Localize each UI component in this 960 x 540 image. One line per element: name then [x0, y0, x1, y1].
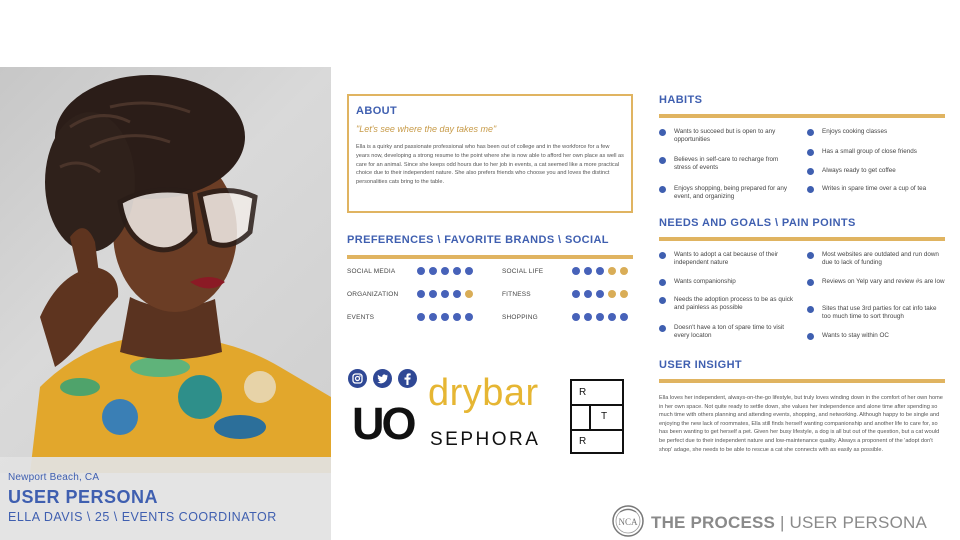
pref-label: ORGANIZATION — [347, 290, 399, 298]
insight-heading: USER INSIGHT — [659, 359, 743, 371]
bullet-icon — [807, 186, 814, 193]
sephora-logo: SEPHORA — [430, 429, 541, 450]
list-item — [659, 251, 794, 268]
persona-illustration — [0, 67, 331, 473]
list-item — [659, 185, 794, 202]
pref-label: FITNESS — [502, 290, 531, 298]
rating-dot-filled — [465, 267, 473, 275]
insight-body: Ella loves her independent, always-on-the-go lifestyle, but truly loves winding down in the comfort of her own home in her own space. Not quite ready to settle down, she values her independence and alone time after spending so much time with others planning and attending events, shopping, and networking. Although happy to be single and enjoying the new lack of roommates, Ella still finds herself wanting companionship and another life to care for, so has been wanting to get herself a pet. Given her busy lifestyle, a dog is all but out of the question, but a cat would be perfect due to their independent nature and low-maintenance quality. Always a proponent of the 'adopt don't shop' adage, she needs to be able to rescue a cat she connects with as easily as possible. — [659, 395, 943, 453]
habit-text: Writes in spare time over a cup of tea — [822, 185, 927, 192]
rating-dot-filled — [584, 267, 592, 275]
rating-dot-empty — [620, 267, 628, 275]
rating-dot-filled — [441, 290, 449, 298]
pref-label: SHOPPING — [502, 313, 538, 321]
list-item — [659, 156, 794, 173]
rating-dot-filled — [441, 267, 449, 275]
needs-list — [659, 250, 945, 358]
about-box — [347, 94, 633, 213]
bullet-icon — [659, 129, 666, 136]
bullet-icon — [807, 279, 814, 286]
needs-divider — [659, 237, 945, 241]
preferences-heading: PREFERENCES \ FAVORITE BRANDS \ SOCIAL — [347, 234, 609, 246]
pref-label: SOCIAL MEDIA — [347, 267, 396, 275]
rating-dot-filled — [620, 313, 628, 321]
rtr-letter: R — [579, 387, 587, 398]
rtr-letter: R — [579, 436, 587, 447]
rating-dot-filled — [429, 267, 437, 275]
need-text: Wants to adopt a cat because of their independent nature — [674, 251, 779, 267]
list-item — [807, 305, 945, 322]
list-item — [807, 148, 945, 156]
preferences-divider — [347, 255, 633, 259]
habits-divider — [659, 114, 945, 118]
rating-dot-empty — [608, 290, 616, 298]
list-item — [659, 324, 794, 341]
need-text: Reviews on Yelp vary and review #s are low — [822, 278, 945, 285]
nca-logo-icon — [611, 504, 645, 538]
rent-the-runway-logo — [570, 379, 624, 454]
pref-rating — [417, 313, 477, 321]
rating-dot-filled — [417, 267, 425, 275]
rating-dot-filled — [453, 313, 461, 321]
bullet-icon — [659, 297, 666, 304]
facebook-icon[interactable] — [398, 369, 417, 388]
pref-label: EVENTS — [347, 313, 375, 321]
list-item — [807, 167, 945, 175]
habit-text: Always ready to get coffee — [822, 167, 896, 174]
rating-dot-filled — [417, 290, 425, 298]
bullet-icon — [659, 157, 666, 164]
pref-row-social-media — [347, 267, 477, 275]
rating-dot-empty — [608, 267, 616, 275]
about-quote: "Let's see where the day takes me" — [356, 124, 497, 134]
pref-rating — [417, 267, 477, 275]
bullet-icon — [659, 279, 666, 286]
habit-text: Enjoys shopping, being prepared for any event, and organizing — [674, 185, 788, 201]
need-text: Wants companionship — [674, 278, 736, 285]
footer-title-rest: | USER PERSONA — [775, 513, 928, 532]
list-item — [807, 128, 945, 136]
pref-row-fitness — [502, 290, 632, 298]
rating-dot-filled — [429, 313, 437, 321]
need-text: Most websites are outdated and run down due to lack of funding — [822, 251, 939, 267]
twitter-icon[interactable] — [373, 369, 392, 388]
rating-dot-filled — [441, 313, 449, 321]
need-text: Doesn't have a ton of spare time to visit every locaton — [674, 324, 785, 340]
nca-logo-text: NCA — [618, 517, 638, 527]
urban-outfitters-logo: UO — [352, 398, 414, 449]
rtr-letter: T — [601, 411, 608, 422]
persona-caption — [0, 457, 331, 540]
habit-text: Wants to succeed but is open to any opportunities — [674, 128, 776, 144]
rating-dot-filled — [572, 267, 580, 275]
rating-dot-empty — [620, 290, 628, 298]
social-icons — [348, 369, 423, 388]
persona-photo — [0, 67, 331, 524]
pref-label: SOCIAL LIFE — [502, 267, 544, 275]
rating-dot-filled — [453, 267, 461, 275]
insight-section — [659, 359, 945, 454]
list-item — [807, 251, 945, 268]
rating-dot-filled — [608, 313, 616, 321]
pref-row-social-life — [502, 267, 632, 275]
list-item — [659, 128, 794, 145]
bullet-icon — [807, 306, 814, 313]
pref-row-organization — [347, 290, 477, 298]
need-text: Wants to stay within OC — [822, 332, 889, 339]
needs-section — [659, 217, 945, 358]
rating-dot-filled — [596, 290, 604, 298]
bullet-icon — [807, 129, 814, 136]
habits-heading: HABITS — [659, 94, 703, 106]
rating-dot-empty — [465, 290, 473, 298]
footer-title-bold: THE PROCESS — [651, 513, 776, 532]
need-text: Needs the adoption process to be as quick and painless as possible — [674, 296, 794, 312]
needs-heading: NEEDS AND GOALS \ PAIN POINTS — [659, 217, 856, 229]
persona-title: USER PERSONA — [8, 487, 159, 507]
list-item — [659, 296, 794, 313]
rating-dot-filled — [584, 313, 592, 321]
insight-divider — [659, 379, 945, 383]
habits-list — [659, 127, 945, 217]
instagram-icon[interactable] — [348, 369, 367, 388]
list-item — [807, 332, 945, 340]
bullet-icon — [659, 252, 666, 259]
about-heading: ABOUT — [356, 105, 398, 117]
preferences-section — [347, 234, 633, 337]
habit-text: Has a small group of close friends — [822, 148, 917, 155]
bullet-icon — [807, 168, 814, 175]
footer-title — [651, 513, 927, 533]
rating-dot-filled — [584, 290, 592, 298]
rtr-divider — [572, 429, 622, 431]
drybar-logo: drybar — [428, 372, 539, 414]
need-text: Sites that use 3rd parties for cat info take too much time to sort through — [822, 305, 937, 321]
bullet-icon — [807, 252, 814, 259]
pref-rating — [572, 313, 632, 321]
habit-text: Enjoys cooking classes — [822, 128, 888, 135]
rating-dot-filled — [465, 313, 473, 321]
bullet-icon — [659, 325, 666, 332]
rtr-divider — [572, 404, 622, 406]
list-item — [807, 278, 945, 286]
persona-subtitle: ELLA DAVIS \ 25 \ EVENTS COORDINATOR — [8, 510, 277, 524]
about-body: Ella is a quirky and passionate professional who has been out of college and in the workforce for a few years now, developing a strong resume to the point where she is now able to afford her own place as well as care for an animal. Since she keeps odd hours due to her job in events, a cat seemed like a more practical choice due to their independent nature. She also prefers friends who choose you and loves the distinct personalities cats bring to the table. — [356, 144, 624, 186]
rtr-divider — [589, 406, 591, 429]
rating-dot-filled — [596, 313, 604, 321]
bullet-icon — [659, 186, 666, 193]
rating-dot-filled — [429, 290, 437, 298]
habits-section — [659, 94, 945, 217]
rating-dot-filled — [596, 267, 604, 275]
rating-dot-filled — [572, 313, 580, 321]
pref-rating — [572, 290, 632, 298]
rating-dot-filled — [572, 290, 580, 298]
pref-row-events — [347, 313, 477, 321]
pref-rating — [572, 267, 632, 275]
habit-text: Believes in self-care to recharge from stress of events — [674, 156, 779, 172]
list-item — [659, 278, 794, 286]
preferences-grid — [347, 267, 633, 337]
pref-rating — [417, 290, 477, 298]
pref-row-shopping — [502, 313, 632, 321]
rating-dot-filled — [417, 313, 425, 321]
persona-location: Newport Beach, CA — [8, 472, 100, 483]
bullet-icon — [807, 149, 814, 156]
list-item — [807, 185, 927, 193]
bullet-icon — [807, 333, 814, 340]
rating-dot-filled — [453, 290, 461, 298]
